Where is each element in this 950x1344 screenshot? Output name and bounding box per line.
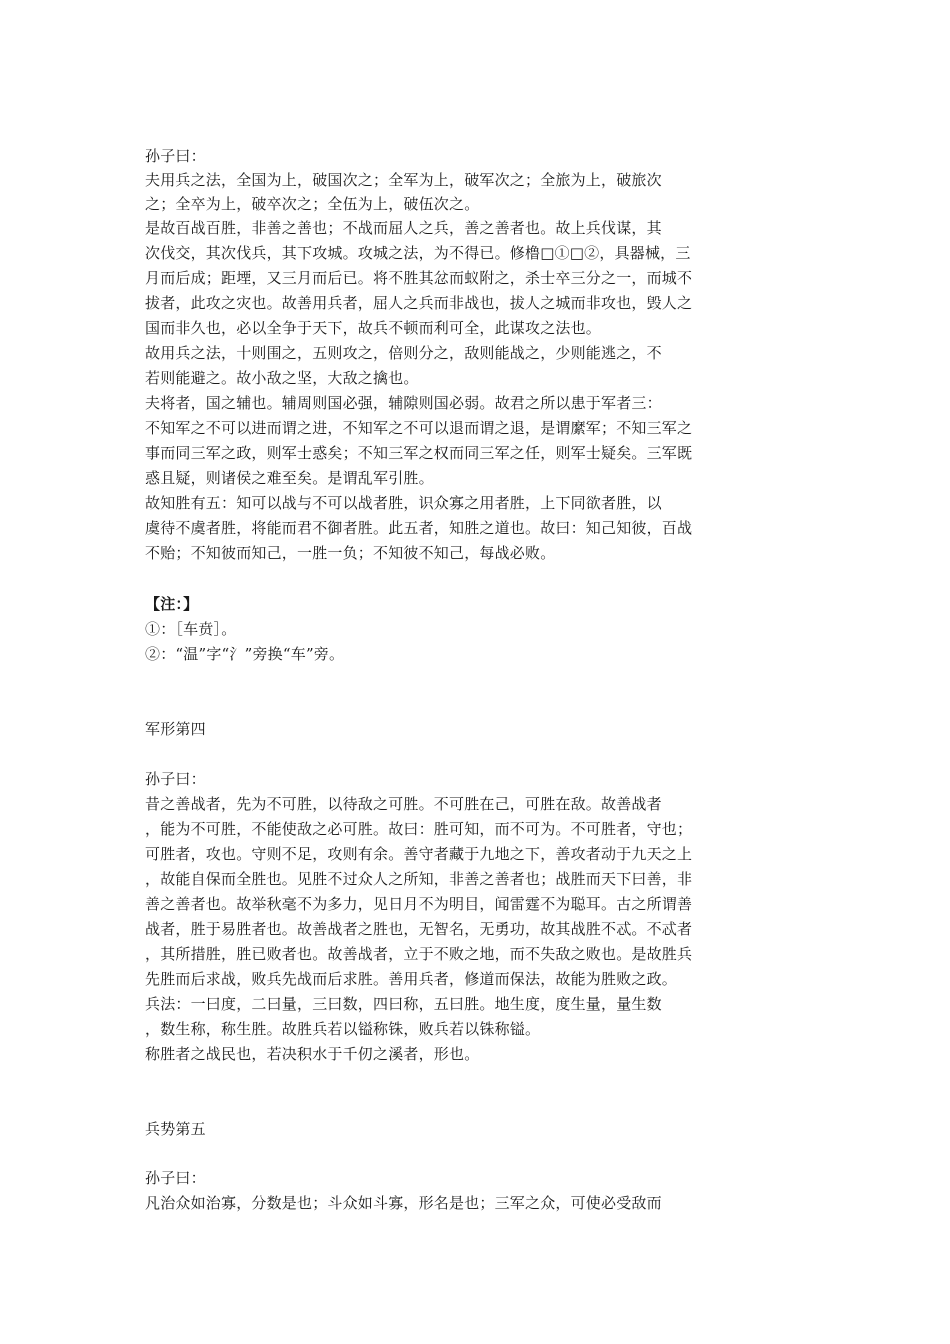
- text-line: 月而后成；距堙，又三月而后已。将不胜其忿而蚁附之，杀士卒三分之一，而城不: [145, 269, 693, 287]
- text-line: 不知军之不可以进而谓之进，不知军之不可以退而谓之退，是谓縻军；不知三军之: [145, 419, 693, 437]
- text-line: 夫用兵之法，全国为上，破国次之；全军为上，破军次之；全旅为上，破旅次: [145, 171, 662, 189]
- text-line: 可胜者，攻也。守则不足，攻则有余。善守者藏于九地之下，善攻者动于九天之上: [145, 845, 693, 863]
- text-line: 称胜者之战民也，若决积水于千仞之溪者，形也。: [145, 1045, 480, 1063]
- text-line: 故知胜有五：知可以战与不可以战者胜，识众寡之用者胜，上下同欲者胜，以: [145, 494, 662, 512]
- text-line: 次伐交，其次伐兵，其下攻城。攻城之法，为不得已。修橹□①□②，具器械，三: [145, 244, 691, 262]
- text-line: 之；全卒为上，破卒次之；全伍为上，破伍次之。: [145, 195, 480, 213]
- text-line: 拔者，此攻之灾也。故善用兵者，屈人之兵而非战也，拔人之城而非攻也，毁人之: [145, 294, 693, 312]
- speaker-line: 孙子曰：: [145, 147, 206, 165]
- text-line: ，能为不可胜，不能使敌之必可胜。故曰：胜可知，而不可为。不可胜者，守也；: [145, 820, 693, 838]
- text-line: 惑且疑，则诸侯之难至矣。是谓乱军引胜。: [145, 469, 434, 487]
- notes-heading: 【注：】: [145, 595, 199, 613]
- text-line: 事而同三军之政，则军士惑矣；不知三军之权而同三军之任，则军士疑矣。三军既: [145, 444, 693, 462]
- text-line: 国而非久也，必以全争于天下，故兵不顿而利可全，此谋攻之法也。: [145, 319, 602, 337]
- text-line: 是故百战百胜，非善之善也；不战而屈人之兵，善之善者也。故上兵伐谋，其: [145, 219, 662, 237]
- text-line: 夫将者，国之辅也。辅周则国必强，辅隙则国必弱。故君之所以患于军者三：: [145, 394, 662, 412]
- speaker-line: 孙子曰：: [145, 770, 206, 788]
- text-line: 故用兵之法，十则围之，五则攻之，倍则分之，敌则能战之，少则能逃之，不: [145, 344, 662, 362]
- text-line: 若则能避之。故小敌之坚，大敌之擒也。: [145, 369, 419, 387]
- text-line: 先胜而后求战，败兵先战而后求胜。善用兵者，修道而保法，故能为胜败之政。: [145, 970, 678, 988]
- chapter-title: 兵势第五: [145, 1120, 206, 1138]
- chapter-title: 军形第四: [145, 720, 206, 738]
- text-line: 虞待不虞者胜，将能而君不御者胜。此五者，知胜之道也。故曰：知己知彼，百战: [145, 519, 693, 537]
- text-line: 战者，胜于易胜者也。故善战者之胜也，无智名，无勇功，故其战胜不忒。不忒者: [145, 920, 693, 938]
- text-line: 不贻；不知彼而知己，一胜一负；不知彼不知己，每战必败。: [145, 544, 556, 562]
- speaker-line: 孙子曰：: [145, 1169, 206, 1187]
- text-line: ，故能自保而全胜也。见胜不过众人之所知，非善之善者也；战胜而天下曰善，非: [145, 870, 693, 888]
- note-line: ②：“温”字“氵”旁换“车”旁。: [145, 645, 345, 663]
- text-line: 昔之善战者，先为不可胜，以待敌之可胜。不可胜在己，可胜在敌。故善战者: [145, 795, 662, 813]
- note-line: ①：［车贲］。: [145, 620, 237, 638]
- text-line: ，数生称，称生胜。故胜兵若以镒称铢，败兵若以铢称镒。: [145, 1020, 541, 1038]
- text-line: ，其所措胜，胜已败者也。故善战者，立于不败之地，而不失敌之败也。是故胜兵: [145, 945, 693, 963]
- text-line: 凡治众如治寡，分数是也；斗众如斗寡，形名是也；三军之众，可使必受敌而: [145, 1194, 662, 1212]
- text-line: 善之善者也。故举秋毫不为多力，见日月不为明目，闻雷霆不为聪耳。古之所谓善: [145, 895, 693, 913]
- text-line: 兵法：一曰度，二曰量，三曰数，四曰称，五曰胜。地生度，度生量，量生数: [145, 995, 662, 1013]
